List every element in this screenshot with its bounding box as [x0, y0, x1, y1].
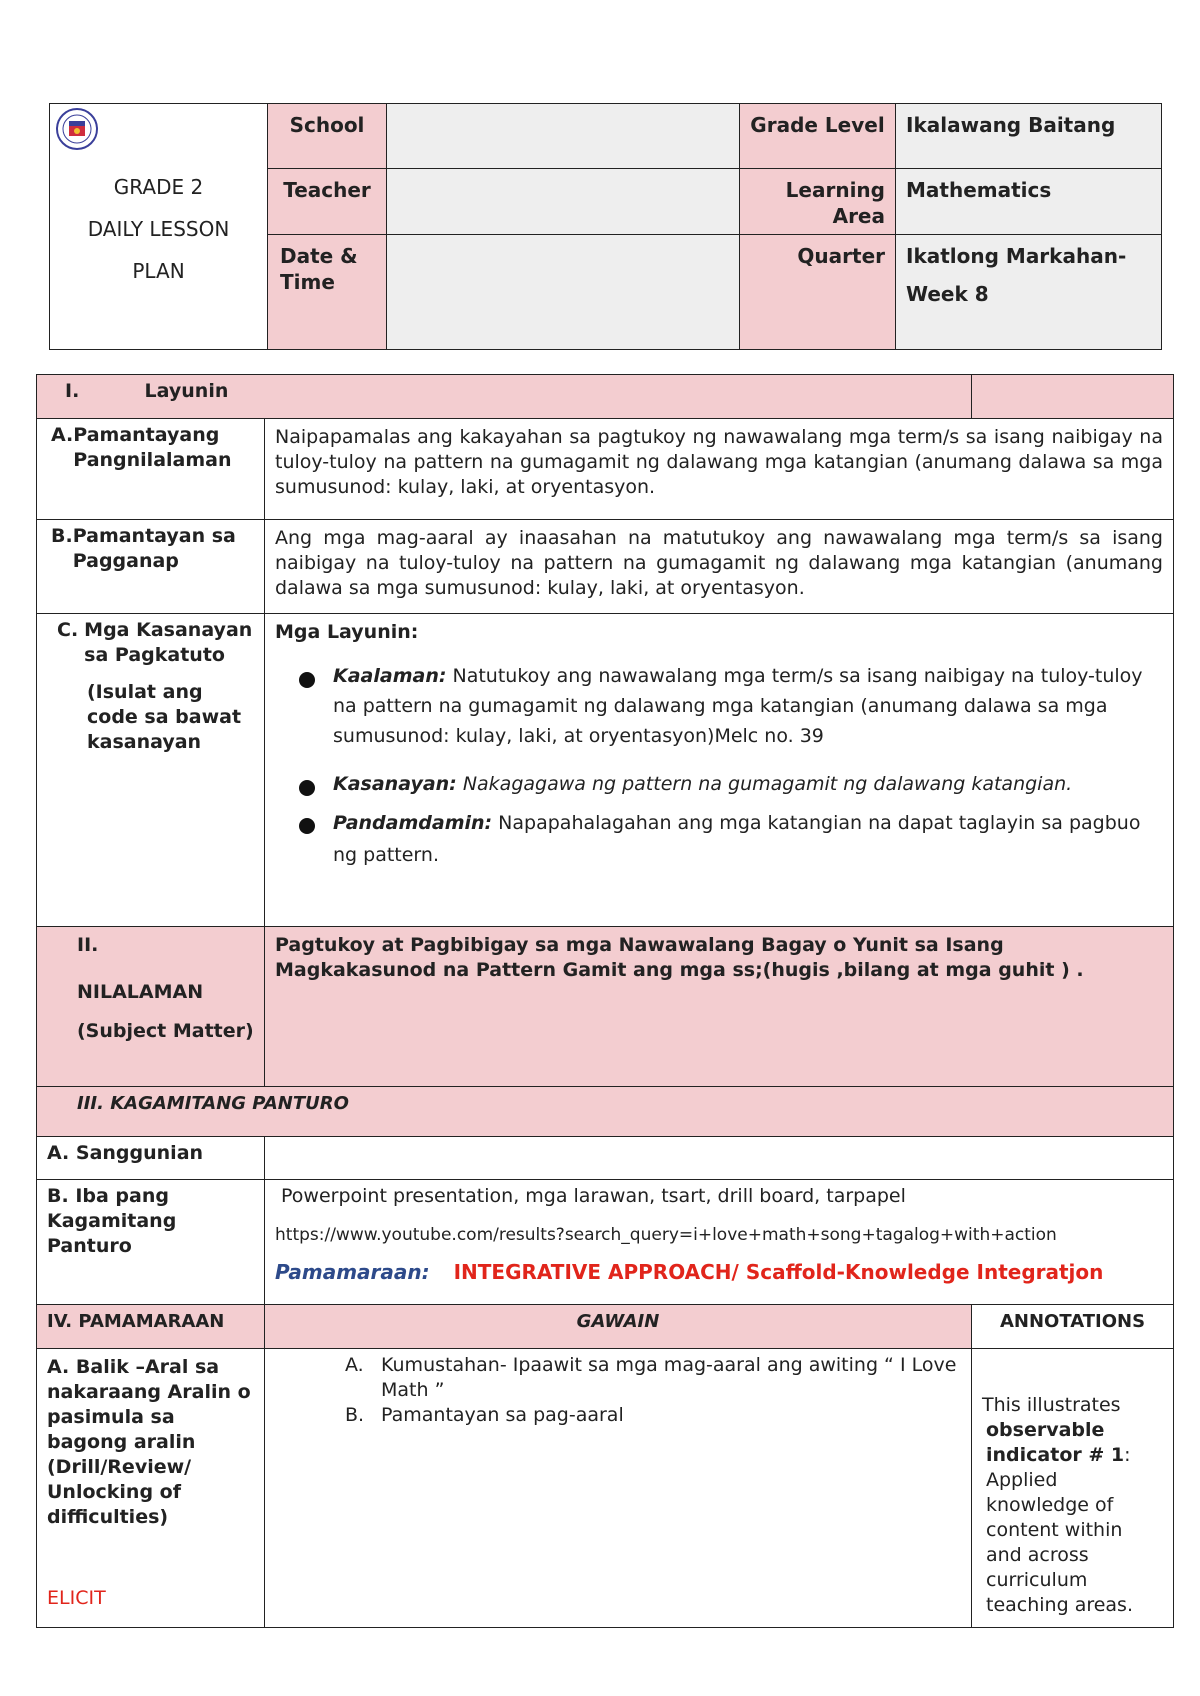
layunin-header: [37, 375, 972, 419]
objective-text: Napapahalagahan ang mga katangian na dapat taglayin sa pagbuo ng pattern.: [333, 812, 1141, 866]
objectives-heading: Mga Layunin:: [275, 621, 419, 643]
objective-label: Kaalaman:: [333, 665, 447, 687]
elicit-label: ELICIT: [47, 1587, 106, 1609]
sanggunian-label: A. Sanggunian: [37, 1137, 265, 1180]
nilalaman-label-cell: [37, 927, 265, 1087]
standard-c-label: Mga Kasanayan sa Pagkatuto: [84, 619, 253, 666]
standard-c-note: (Isulat ang code sa bawat kasanayan: [87, 681, 242, 753]
annotation-indicator: observable indicator # 1: [986, 1419, 1125, 1466]
objective-text: Nakagagawa ng pattern na gumagamit ng dalawang katangian.: [456, 773, 1073, 795]
date-time-field[interactable]: [387, 234, 740, 349]
standard-a-label-cell: [37, 419, 265, 520]
objectives-cell: [265, 614, 1174, 927]
bullet-icon: [299, 818, 315, 834]
layunin-title: Layunin: [144, 380, 229, 402]
plan-title-cell: [50, 104, 268, 350]
standard-a-text: Naipapamalas ang kakayahan sa pagtukoy ng nawawalang mga term/s sa isang naibigay na tuloy-tuloy na pattern na gumagamit ng dalawang mga katangian (anumang dalawa sa mga sumusunod: kulay, laki, at oryentasyon.: [265, 419, 1174, 520]
gawain-item: [345, 1353, 961, 1403]
pamamaraan-header: IV. PAMAMARAAN: [37, 1305, 265, 1349]
materials-text: Powerpoint presentation, mga larawan, tsart, drill board, tarpapel: [281, 1185, 906, 1207]
teacher-field[interactable]: [387, 169, 740, 234]
nilalaman-text: Pagtukoy at Pagbibigay sa mga Nawawalang Bagay o Yunit sa Isang Magkakasunod na Pattern Gamit ang mga ss;(hugis ,bilang at mga guhit ) .: [265, 927, 1174, 1087]
teacher-label: Teacher: [268, 169, 387, 234]
date-time-label: Date & Time: [268, 234, 387, 349]
objective-label: Pandamdamin:: [333, 812, 493, 834]
youtube-link[interactable]: https://www.youtube.com/results?search_query=i+love+math+song+tagalog+with+action: [275, 1225, 1057, 1245]
standard-c-label-cell: [37, 614, 265, 927]
standard-b-letter: B.: [51, 525, 73, 547]
gawain-cell: [265, 1349, 972, 1628]
annotations-header: ANNOTATIONS: [972, 1305, 1174, 1349]
balik-aral-cell: [37, 1349, 265, 1628]
header-table: [49, 103, 1162, 350]
objective-item: [275, 661, 1163, 751]
nilalaman-sub: (Subject Matter): [77, 1020, 254, 1042]
sanggunian-value: [265, 1137, 1174, 1180]
layunin-num: I.: [65, 380, 80, 402]
bullet-icon: [299, 672, 315, 688]
method-value: INTEGRATIVE APPROACH/ Scaffold-Knowledge Integratjon: [453, 1260, 1104, 1284]
iba-pang-kagamitan-label: B. Iba pang Kagamitang Panturo: [37, 1180, 265, 1305]
quarter-value-cell: [896, 234, 1162, 349]
week-value: Week 8: [906, 281, 989, 306]
gawain-item-text: Pamantayan sa pag-aaral: [381, 1404, 624, 1426]
quarter-value: Ikatlong Markahan-: [906, 243, 1127, 268]
quarter-label: Quarter: [740, 234, 896, 349]
bullet-icon: [299, 780, 315, 796]
layunin-header-blank: [972, 375, 1174, 419]
standard-b-label-cell: [37, 520, 265, 614]
standard-c-letter: C.: [57, 619, 79, 641]
grade-level-label: Grade Level: [740, 104, 896, 169]
objective-text: Natutukoy ang nawawalang mga term/s sa isang naibigay na tuloy-tuloy na pattern na gumagamit ng dalawang mga katangian (anumang dalawa sa mga sumusunod: kulay, laki, at oryentasyon)Melc no. 39: [333, 665, 1143, 747]
learning-area-value: Mathematics: [896, 169, 1162, 234]
gawain-item-letter: B.: [345, 1404, 365, 1426]
nilalaman-title: NILALAMAN: [77, 981, 204, 1003]
plan-title-line-3: PLAN: [132, 259, 185, 283]
method-label: Pamamaraan:: [275, 1260, 430, 1284]
lesson-table: [36, 374, 1174, 1628]
objective-label: Kasanayan:: [333, 773, 457, 795]
gawain-item: [345, 1403, 961, 1428]
annotation-description: : Applied knowledge of content within and across curriculum teaching areas.: [986, 1444, 1133, 1616]
objective-item: [275, 769, 1163, 799]
learning-area-label: Learning Area: [740, 169, 896, 234]
balik-aral-label: A. Balik –Aral sa nakaraang Aralin o pasimula sa bagong aralin (Drill/Review/ Unlocking of difficulties): [47, 1356, 251, 1528]
plan-title-line-1: GRADE 2: [113, 175, 204, 199]
gawain-item-letter: A.: [345, 1354, 364, 1376]
gawain-header: GAWAIN: [265, 1305, 972, 1349]
grade-level-value: Ikalawang Baitang: [896, 104, 1162, 169]
nilalaman-num: II.: [77, 934, 99, 956]
annotation-intro: This illustrates: [982, 1394, 1121, 1416]
standard-b-text: Ang mga mag-aaral ay inaasahan na matutukoy ang nawawalang mga term/s sa isang naibigay na tuloy-tuloy na pattern na gumagamit ng dalawang mga katangian (anumang dalawa sa mga sumusunod: kulay, laki, at oryentasyon.: [265, 520, 1174, 614]
annotation-note: [972, 1349, 1174, 1628]
iba-pang-kagamitan-cell: [265, 1180, 1174, 1305]
kagamitan-header: III. KAGAMITANG PANTURO: [37, 1087, 1174, 1137]
method-line: [275, 1260, 1163, 1285]
school-field[interactable]: [387, 104, 740, 169]
standard-a-letter: A.: [51, 424, 74, 446]
plan-title-line-2: DAILY LESSON: [87, 217, 230, 241]
gawain-item-text: Kumustahan- Ipaawit sa mga mag-aaral ang awiting “ I Love Math ”: [381, 1354, 957, 1401]
standard-b-label: Pamantayan sa Pagganap: [72, 525, 236, 572]
objective-item: [275, 807, 1163, 871]
standard-a-label: Pamantayang Pangnilalaman: [73, 424, 232, 471]
school-label: School: [268, 104, 387, 169]
